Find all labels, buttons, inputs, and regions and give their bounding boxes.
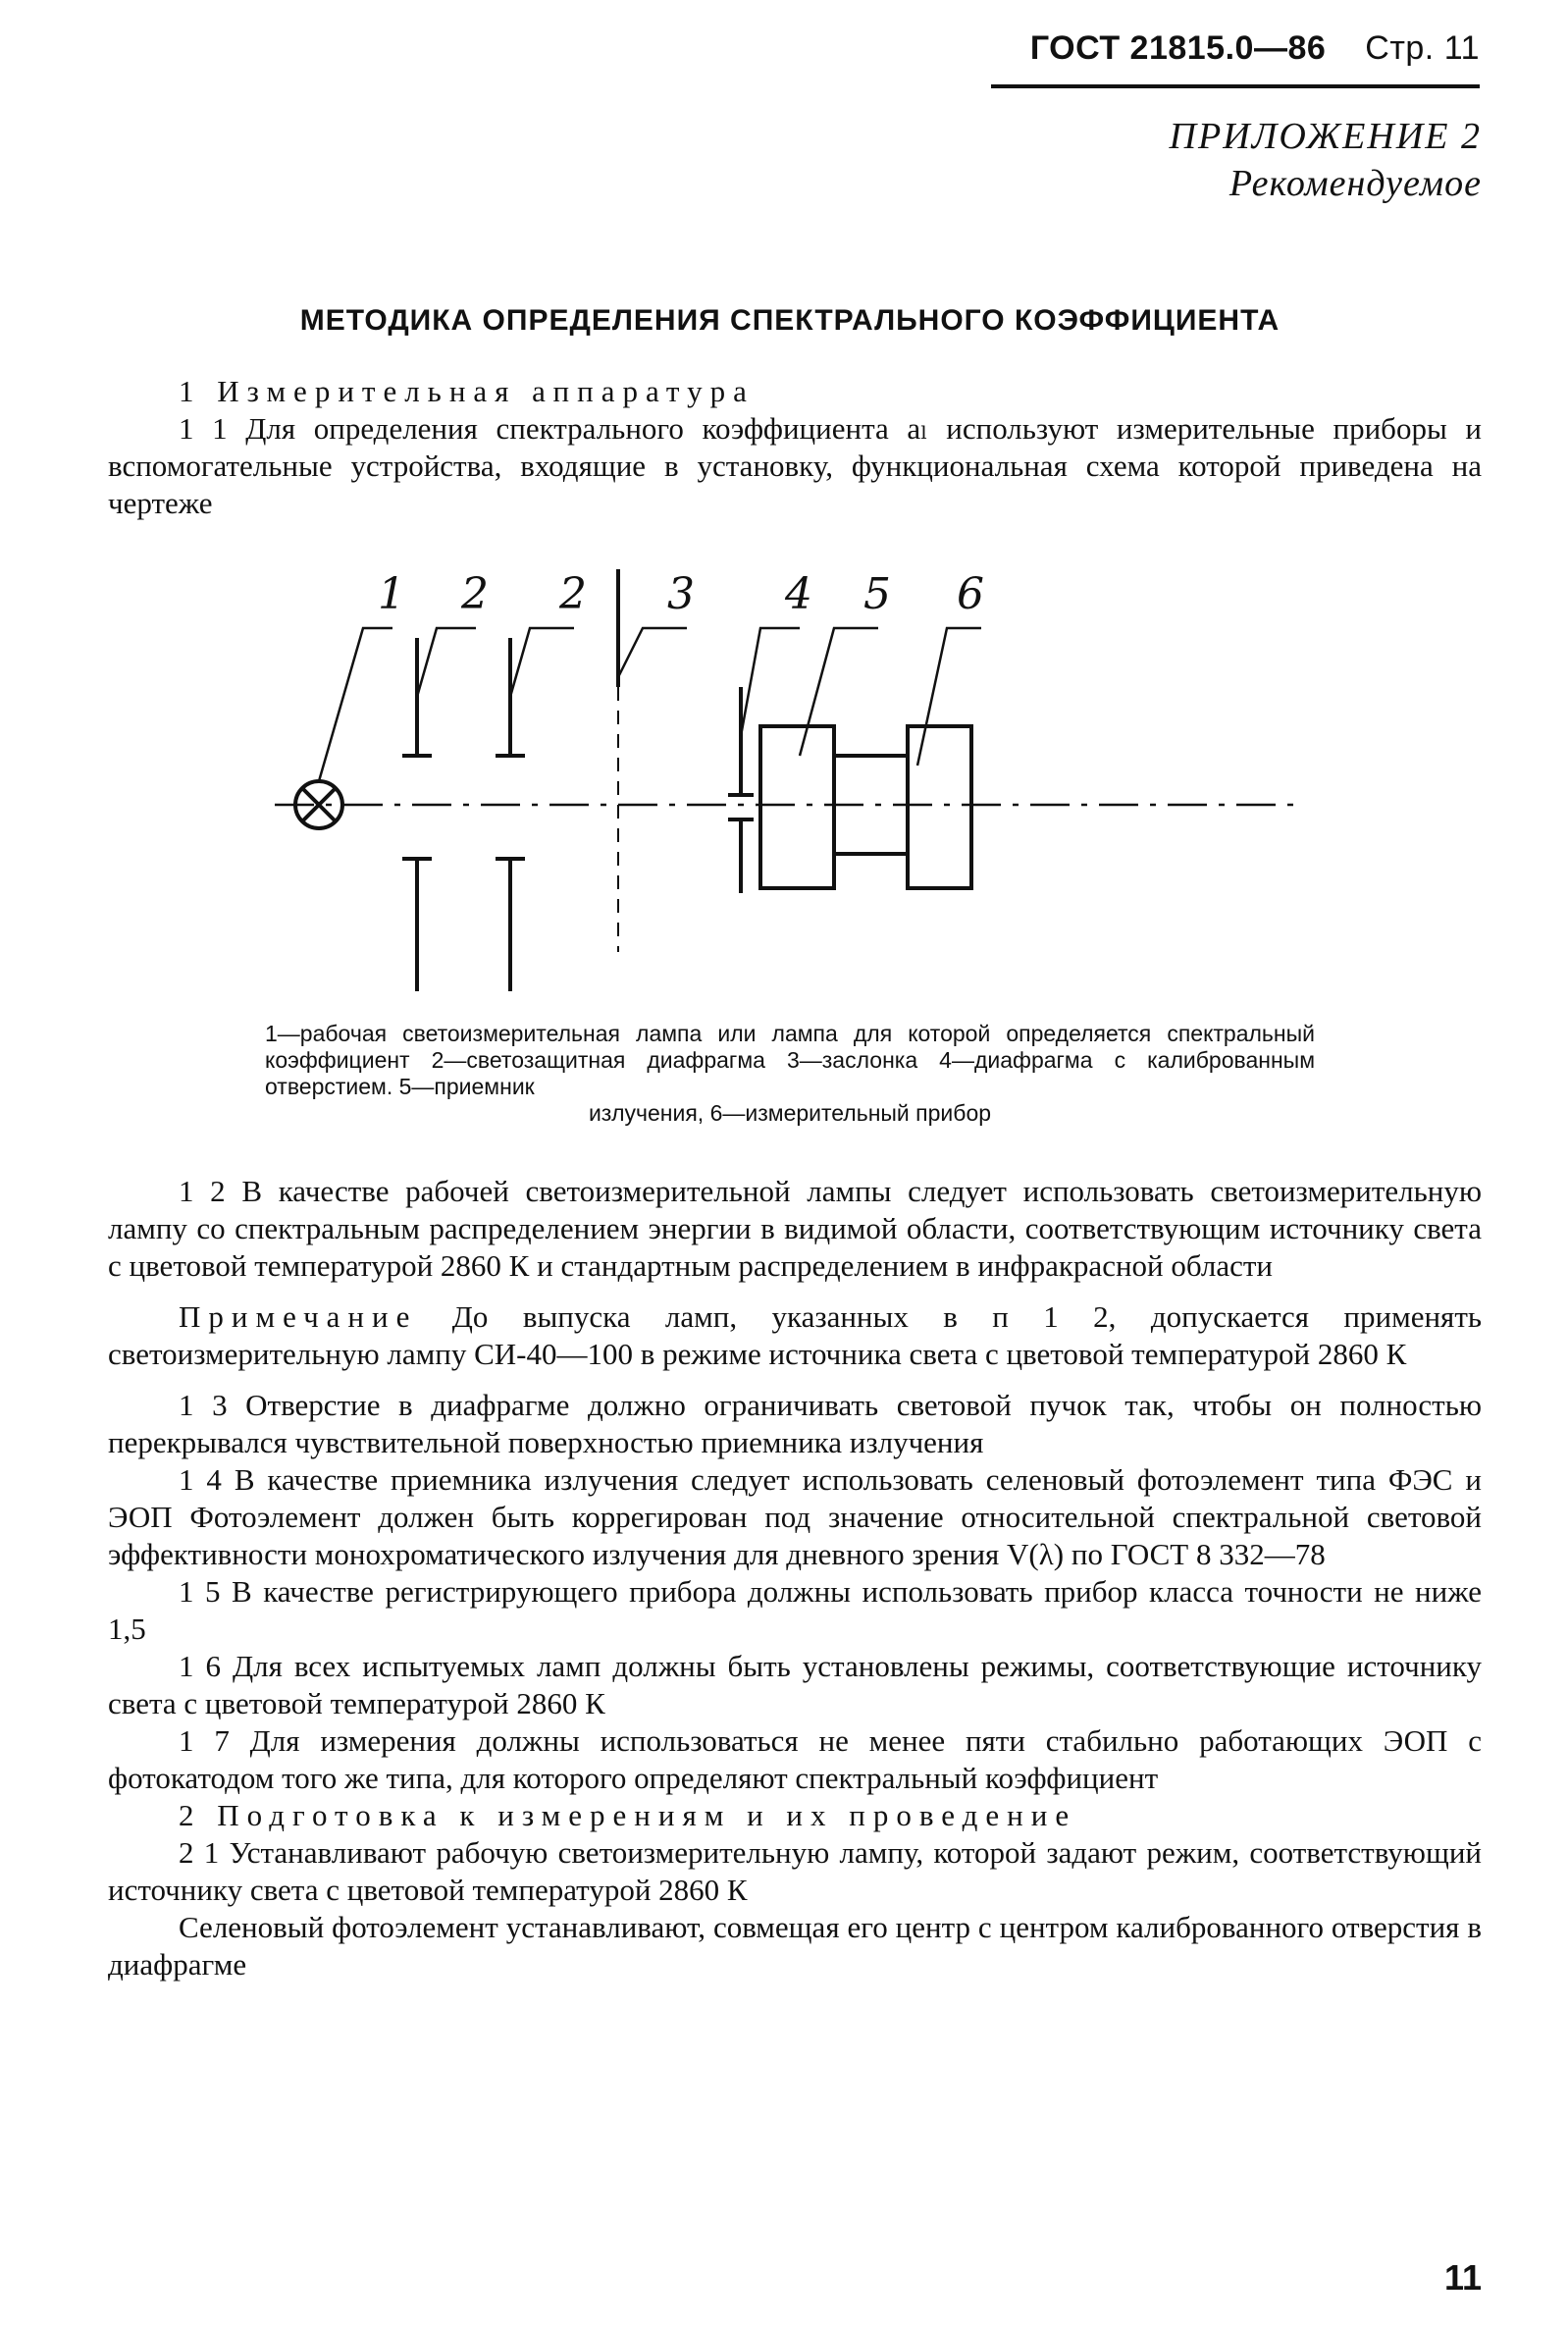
section-1-intro <box>108 373 1482 522</box>
paragraph-2-1: 2 1 Устанавливают рабочую светоизмерительную лампу, которой задают режим, соответствующий источнику света с цветовой температурой 2860 К <box>108 1835 1482 1907</box>
note-paragraph <box>108 1298 1482 1373</box>
note-label: Примечание <box>179 1299 418 1334</box>
section-2-heading: 2 Подготовка к измерениям и их проведение <box>179 1798 1077 1832</box>
page-label: Стр. 11 <box>1365 29 1480 67</box>
paragraph-1-2: 1 2 В качестве рабочей светоизмерительной лампы следует использовать светоизмерительную лампу со спектральным распределением энергии в видимой области, соответствующим источнику света с цветовой температурой 2860 К и стандартным распределением в инфракрасной области <box>108 1174 1482 1283</box>
figure-label-5: 5 <box>863 569 891 619</box>
figure-label-2b: 2 <box>559 569 587 619</box>
paragraph-2-1-continued: Селеновый фотоэлемент устанавливают, совмещая его центр с центром калиброванного отверстия в диафрагме <box>108 1910 1482 1982</box>
leader-line-2a <box>417 628 476 697</box>
light-shield-diaphragm-2 <box>496 638 525 991</box>
caption-line-1: 1—рабочая светоизмерительная лампа или лампа для которой определяется спектральный коэффициент 2—светозащитная диафрагма 3—заслонка 4—диафрагма с калиброванным отверстием. 5—приемник <box>265 1021 1315 1099</box>
page-number: 11 <box>1443 2257 1482 2298</box>
paragraph-1-5: 1 5 В качестве регистрирующего прибора должны использовать прибор класса точности не ниже 1,5 <box>108 1574 1482 1646</box>
paragraph-1-4: 1 4 В качестве приемника излучения следует использовать селеновый фотоэлемент типа ФЭС и ЭОП Фотоэлемент должен быть коррегирован под значение относительной спектральной световой эффективности монохроматического излучения для дневного зрения V(λ) по ГОСТ 8 332—78 <box>108 1462 1482 1571</box>
note-text: До выпуска ламп, указанных в п 1 2, допускается применять светоизмерительную лампу СИ-40—100 в режиме источника света с цветовой температурой 2860 К <box>108 1299 1482 1371</box>
figure-label-1: 1 <box>378 569 405 619</box>
paragraph-1-3: 1 3 Отверстие в диафрагме должно ограничивать световой пучок так, чтобы он полностью перекрывался чувствительной поверхностью приемника излучения <box>108 1388 1482 1459</box>
leader-line-3 <box>618 628 687 677</box>
leader-line-4 <box>741 628 800 736</box>
paragraph-1-7: 1 7 Для измерения должны использоваться не менее пяти стабильно работающих ЭОП с фотокатодом того же типа, для которого определяют спектральный коэффициент <box>108 1723 1482 1795</box>
document-title: МЕТОДИКА ОПРЕДЕЛЕНИЯ СПЕКТРАЛЬНОГО КОЭФФИЦИЕНТА <box>299 304 1281 337</box>
figure-label-4: 4 <box>785 569 812 619</box>
measuring-instrument <box>908 726 971 888</box>
figure-label-6: 6 <box>957 569 984 619</box>
leader-line-5 <box>800 628 878 756</box>
caption-line-2: излучения, 6—измерительный прибор <box>588 1100 992 1126</box>
paragraph-1-1: 1 1 Для определения спектрального коэффициента аₗ используют измерительные приборы и вспомогательные устройства, входящие в установку, функциональная схема которой приведена на чертеже <box>108 411 1482 520</box>
section-1-heading: 1 Измерительная аппаратура <box>179 374 755 408</box>
figure-label-2a: 2 <box>461 569 489 619</box>
calibrated-aperture-diaphragm <box>728 687 754 893</box>
figure-label-3: 3 <box>667 569 695 619</box>
standard-number: ГОСТ 21815.0—86 <box>1029 29 1327 67</box>
main-body-text <box>108 1173 1482 1983</box>
functional-scheme-diagram <box>265 569 1364 1001</box>
running-header <box>991 29 1480 68</box>
header-rule <box>991 84 1480 88</box>
appendix-title: ПРИЛОЖЕНИЕ 2 <box>1169 116 1482 157</box>
paragraph-1-6: 1 6 Для всех испытуемых ламп должны быть установлены режимы, соответствующие источнику света с цветовой температурой 2860 К <box>108 1649 1482 1720</box>
light-shield-diaphragm-1 <box>402 638 432 991</box>
leader-line-2b <box>510 628 574 697</box>
leader-line-1 <box>319 628 392 781</box>
figure-caption <box>265 1021 1315 1127</box>
radiation-receiver <box>760 726 834 888</box>
appendix-status: Рекомендуемое <box>1228 163 1482 204</box>
appendix-label <box>1079 113 1482 207</box>
